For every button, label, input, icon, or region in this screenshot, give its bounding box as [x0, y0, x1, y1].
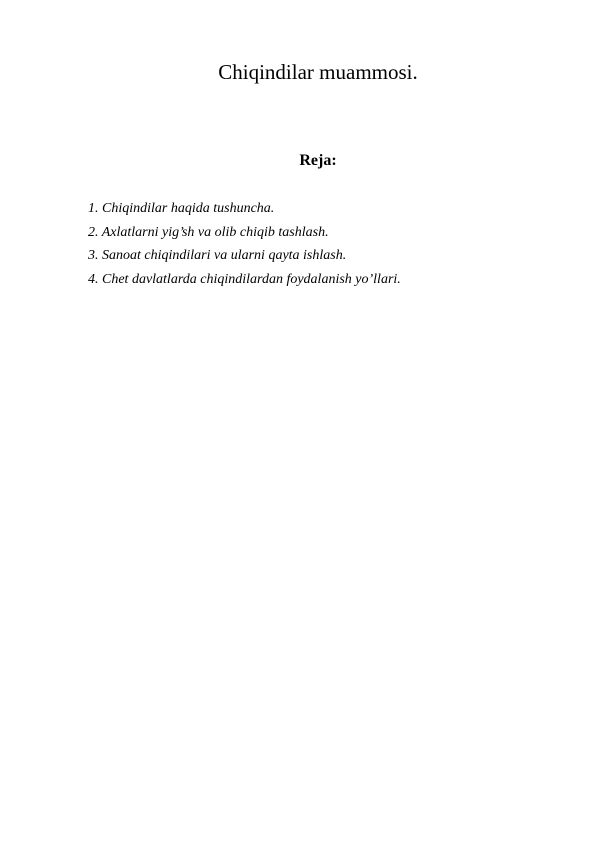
plan-item-1: 1. Chiqindilar haqida tushuncha.: [88, 201, 275, 216]
plan-heading: Reja:: [299, 152, 337, 169]
plan-list: [88, 197, 401, 291]
plan-item-4: 4. Chet davlatlarda chiqindilardan foydalanish yo’llari.: [88, 271, 401, 287]
document-title: Chiqindilar muammosi.: [218, 60, 418, 84]
plan-item-2: 2. Axlatlarni yig’sh va olib chiqib tashlash.: [88, 224, 329, 240]
plan-item-3: 3. Sanoat chiqindilari va ularni qayta ishlash.: [88, 248, 347, 263]
